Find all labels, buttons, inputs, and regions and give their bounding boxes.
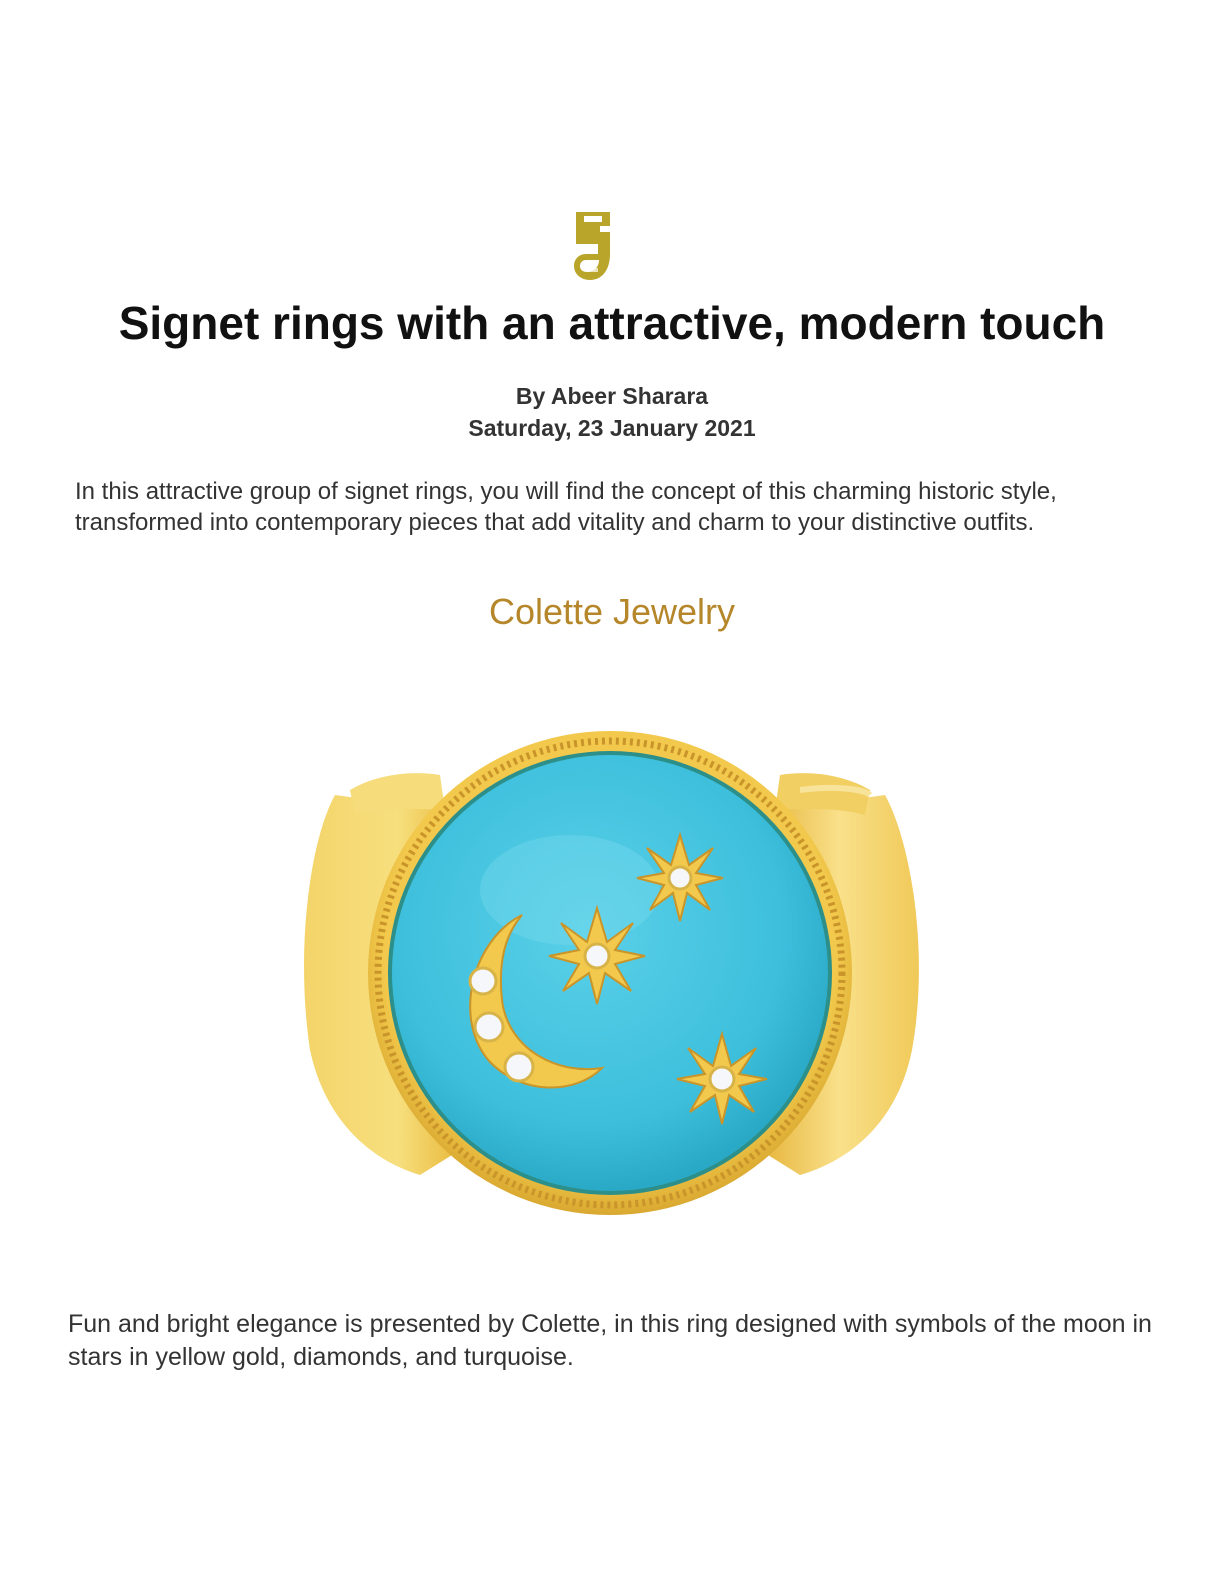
turquoise-signet-ring-image [240,690,980,1260]
section-heading: Colette Jewelry [488,591,736,632]
author-name: By Abeer Sharara [515,383,709,409]
publish-date: Saturday, 23 January 2021 [468,415,756,441]
article-intro: In this attractive group of signet rings, you will find the concept of this charming historic style, transformed into contemporary pieces that add vitality and charm to your distinctive outfits. [75,478,1057,536]
article-title: Signet rings with an attractive, modern touch [118,297,1106,349]
image-caption: Fun and bright elegance is presented by Colette, in this ring designed with symbols of the moon in stars in yellow gold, diamonds, and turquoise. [68,1310,1152,1371]
brand-logo-icon [570,208,616,284]
article-byline [0,380,1224,444]
